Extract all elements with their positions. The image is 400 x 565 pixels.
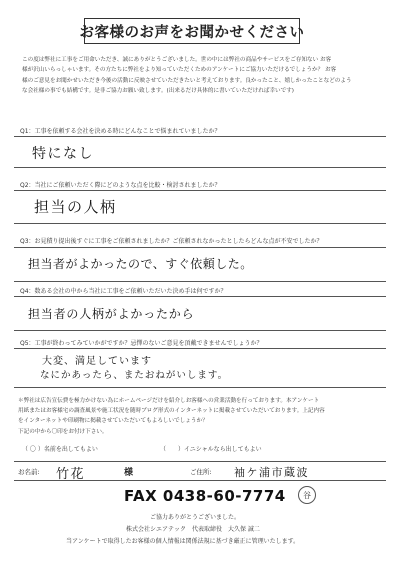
publication-notice [18, 396, 384, 437]
name-label: お名前: [18, 468, 40, 476]
question-4-answer-box [14, 296, 386, 331]
option-initials-ok-label: イニシャルなら出してもよい [184, 446, 262, 453]
question-3-answer: 担当者がよかったので、すぐ依頼した。 [28, 257, 253, 271]
fax-number: FAX 0438-60-7774 [124, 487, 286, 505]
question-3-answer-box [14, 247, 386, 282]
intro-line: 様が沢山いらっしゃいます。その方たちに弊社をより知っていただくためのアンケートにご協力いただけるでしょうか？ お客 [22, 67, 337, 74]
intro-line: この度は弊社に工事をご用命いただき、誠にありがとうございました。世の中には弊社の商品やサービスをご存知ない お客 [22, 57, 332, 63]
question-5-answer-line-1: 大変、満足しています [42, 356, 152, 367]
name-value: 竹花 [56, 467, 86, 482]
option-name-ok[interactable] [22, 444, 98, 453]
option-initials-ok-mark: （ ） [160, 446, 185, 453]
privacy-note: 当アンケートで取得したお客様の個人情報は関係法規に基づき厳正に管理いたします。 [66, 538, 300, 545]
intro-text [22, 55, 384, 97]
option-name-ok-label: 名前を出してもよい [43, 446, 98, 453]
question-1-answer-box [14, 136, 386, 168]
intro-line: 様のご意見をお聞かせいただき今後の活動に反映させていただきたいと考えております。良かったこと、嬉しかったことなどのよう [22, 77, 352, 84]
address-value: 袖ケ浦市蔵波 [234, 466, 309, 479]
question-3-label: Q3：お見積り提出後すぐに工事をご依頼されましたか？ご依頼されなかったとしたらどんな点が不安でしたか？ [20, 238, 323, 245]
notice-line: をインターネットや印刷物に掲載させていただいてもよろしいでしょうか？ [18, 418, 208, 425]
question-5-label: Q5：工事が終わってみていかがですか？忌憚のないご意見を頂戴できませんでしょうか？ [20, 340, 263, 347]
question-2-answer: 担当の人柄 [34, 198, 117, 216]
intro-line: な会社様の事でも結構です。是非ご協力お願い致します。(出来るだけ具体的に書いていただければ幸いです) [22, 88, 294, 95]
option-name-ok-mark: （ 〇 ） [22, 446, 44, 453]
question-4-answer: 担当者の人柄がよかったから [28, 307, 195, 321]
notice-line: ＊弊社は広告宣伝費を極力かけない為にホームページだけを紹介しお客様への営業活動を行っております。本アンケート [18, 398, 320, 404]
name-address-row [14, 461, 386, 481]
notice-line: 用紙またはお客様宅の調査風景や施工状況を随時ブログ形式のインターネットに掲載させていただいております。上記内容 [18, 408, 325, 415]
notice-line: 下記の中から〇印をお付け下さい。 [18, 428, 108, 435]
question-2-answer-box [14, 190, 386, 224]
question-5-answer-line-2: なにかあったら、またおねがいします。 [40, 370, 229, 381]
question-4-label: Q4：数ある会社の中から当社に工事をご依頼いただいた決め手は何ですか？ [20, 288, 227, 295]
seal-stamp: 谷 [298, 486, 316, 504]
option-initials-ok[interactable] [160, 444, 262, 453]
question-1-answer: 特になし [32, 146, 94, 162]
question-5-answer-box [14, 348, 386, 388]
question-2-label: Q2：当社にご依頼いただく際にどのような点を比較・検討されましたか？ [20, 182, 221, 189]
address-label: ご住所: [190, 468, 212, 476]
thanks-text: ご協力ありがとうございました。 [150, 514, 241, 521]
company-info: 株式会社シエアテック 代表取締役 大久保 誠二 [126, 526, 260, 533]
question-1-label: Q1：工事を依頼する会社を決める時にどんなことで悩まれていましたか？ [20, 128, 221, 135]
page-title: お客様のお声をお聞かせください [84, 18, 300, 44]
honorific: 様 [124, 468, 134, 478]
